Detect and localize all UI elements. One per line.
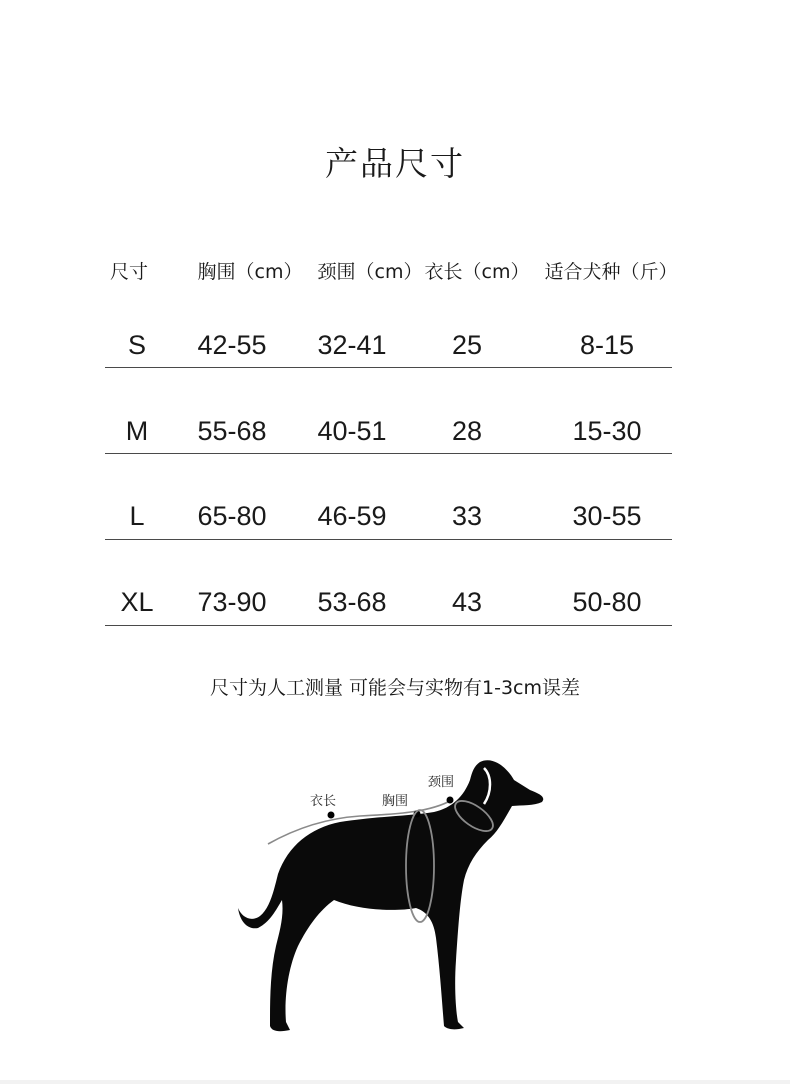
diagram-label-chest: 胸围 bbox=[382, 794, 409, 809]
table-cell-breed-weight: 50-80 bbox=[572, 587, 642, 617]
table-cell-length: 28 bbox=[451, 416, 483, 446]
table-cell-neck: 40-51 bbox=[317, 416, 387, 446]
row-divider bbox=[105, 453, 672, 454]
page-title: 产品尺寸 bbox=[325, 144, 465, 183]
table-cell-chest: 65-80 bbox=[197, 501, 267, 531]
table-cell-neck: 46-59 bbox=[317, 501, 387, 531]
table-cell-breed-weight: 8-15 bbox=[579, 330, 635, 360]
table-cell-size: L bbox=[129, 501, 145, 531]
table-cell-breed-weight: 30-55 bbox=[572, 501, 642, 531]
row-divider bbox=[105, 539, 672, 540]
header-chest: 胸围（cm） bbox=[197, 261, 303, 283]
table-cell-size: M bbox=[125, 416, 149, 446]
table-cell-length: 25 bbox=[451, 330, 483, 360]
table-cell-length: 43 bbox=[451, 587, 483, 617]
header-length: 衣长（cm） bbox=[424, 261, 530, 283]
table-cell-neck: 53-68 bbox=[317, 587, 387, 617]
table-cell-neck: 32-41 bbox=[317, 330, 387, 360]
diagram-label-length: 衣长 bbox=[310, 794, 337, 809]
table-cell-size: XL bbox=[120, 587, 154, 617]
row-divider bbox=[105, 625, 672, 626]
header-neck: 颈围（cm） bbox=[317, 261, 423, 283]
table-cell-breed-weight: 15-30 bbox=[572, 416, 642, 446]
row-divider bbox=[105, 367, 672, 368]
dog-measurement-diagram bbox=[230, 740, 560, 1040]
header-breed-weight: 适合犬种（斤） bbox=[544, 261, 678, 283]
measurement-note: 尺寸为人工测量 可能会与实物有1-3cm误差 bbox=[209, 677, 581, 699]
table-cell-length: 33 bbox=[451, 501, 483, 531]
diagram-label-neck: 颈围 bbox=[428, 775, 455, 790]
table-cell-chest: 42-55 bbox=[197, 330, 267, 360]
bottom-edge bbox=[0, 1080, 790, 1084]
dog-silhouette-icon bbox=[230, 740, 560, 1040]
table-cell-chest: 55-68 bbox=[197, 416, 267, 446]
table-cell-chest: 73-90 bbox=[197, 587, 267, 617]
header-size: 尺寸 bbox=[110, 261, 149, 283]
table-cell-size: S bbox=[127, 330, 147, 360]
